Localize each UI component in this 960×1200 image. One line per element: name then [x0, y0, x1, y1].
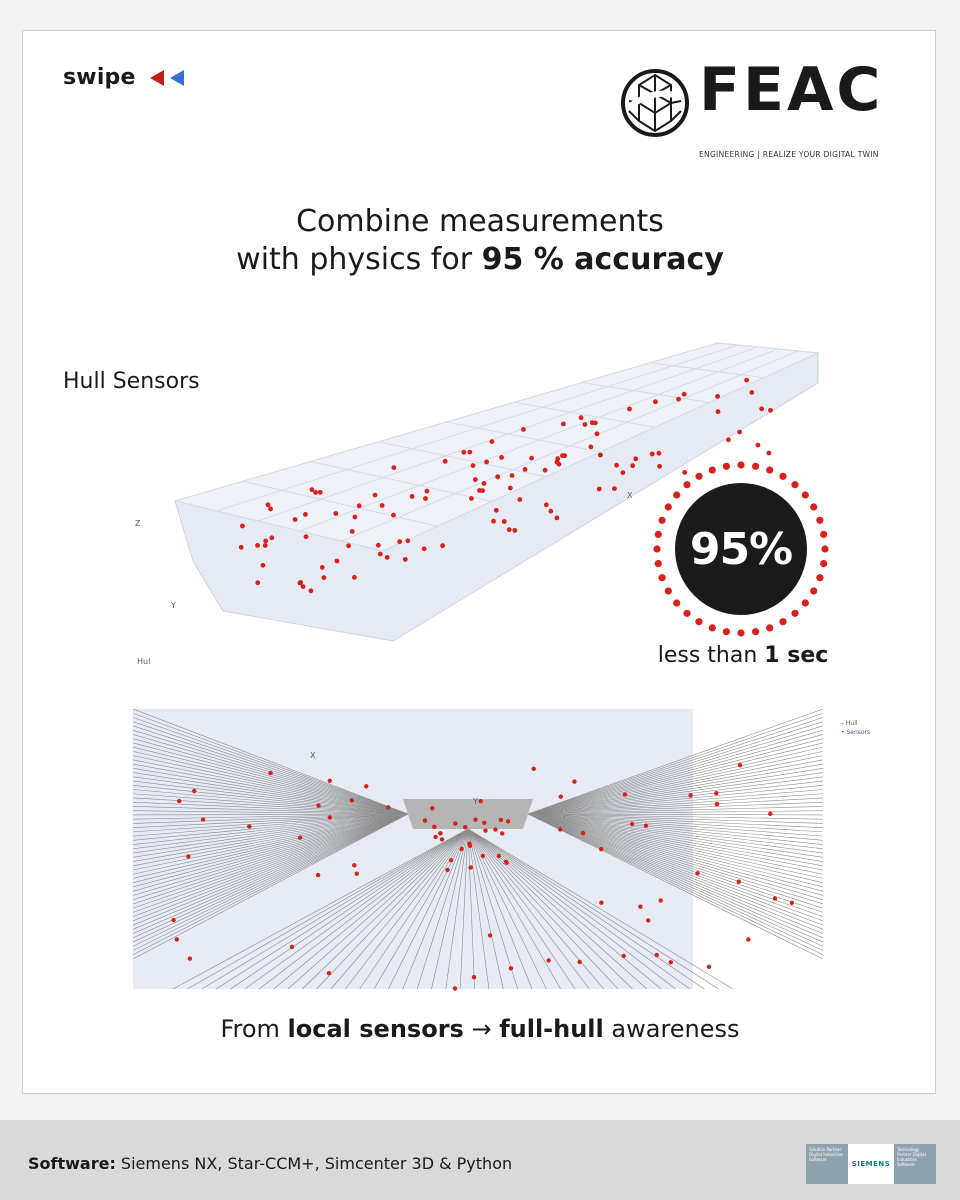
sensor-dot: [328, 815, 332, 819]
sensor-dot: [695, 871, 699, 875]
sensor-dot: [650, 452, 655, 457]
sensor-dot: [579, 415, 584, 420]
sensor-dot: [327, 971, 331, 975]
sensor-dot: [499, 455, 504, 460]
sensor-dot: [405, 538, 410, 543]
sensor-dot: [555, 516, 560, 521]
sensor-dot: [318, 490, 323, 495]
sensor-dot: [494, 508, 499, 513]
sensor-dot: [688, 793, 692, 797]
sensor-dot: [644, 824, 648, 828]
plot1-y-axis: Y: [171, 601, 176, 610]
sensor-dot: [453, 821, 457, 825]
sensor-dot: [716, 409, 721, 414]
sensor-dot: [469, 496, 474, 501]
plot1-z-axis: Z: [135, 519, 141, 528]
sensor-dot: [502, 519, 507, 524]
sensor-dot: [484, 460, 489, 465]
sensor-dot: [423, 818, 427, 822]
sensor-dot: [255, 543, 260, 548]
sensor-dot: [188, 956, 192, 960]
software-credits: [28, 1154, 512, 1173]
sensor-dot: [506, 819, 510, 823]
siemens-logo: SIEMENS: [848, 1144, 894, 1184]
accuracy-time: [643, 643, 843, 668]
sensor-dot: [532, 767, 536, 771]
sensor-dot: [268, 507, 273, 512]
sensor-dot: [543, 468, 548, 473]
accuracy-time-prefix: less than: [657, 643, 765, 668]
sensor-dot: [463, 825, 467, 829]
hull-sensors-label: Hull Sensors: [63, 369, 200, 394]
sensor-dot: [767, 451, 772, 456]
sensor-dot: [378, 552, 383, 557]
sensor-dot: [376, 543, 381, 548]
sensor-dot: [630, 463, 635, 468]
sensor-dot: [744, 378, 749, 383]
sensor-dot: [303, 512, 308, 517]
sensor-dot: [583, 422, 588, 427]
sensor-dot: [488, 933, 492, 937]
sensor-dot: [192, 789, 196, 793]
sensor-dot: [505, 861, 509, 865]
sensor-dot: [461, 450, 466, 455]
legend-sensors-label: Sensors: [846, 729, 871, 736]
sensor-dot: [350, 798, 354, 802]
sensor-dot: [558, 827, 562, 831]
sensor-dot: [507, 527, 512, 532]
feac-logo: [619, 55, 909, 165]
solution-partner-badge: Solution Partner Digital Industries Software: [806, 1144, 848, 1184]
sensor-dot: [659, 898, 663, 902]
sensor-dot: [482, 821, 486, 825]
sensor-dot: [595, 431, 600, 436]
sensor-dot: [335, 559, 340, 564]
sensor-dot: [430, 806, 434, 810]
sensor-dot: [328, 779, 332, 783]
geodesic-globe-icon: [619, 67, 691, 139]
sensor-dot: [432, 825, 436, 829]
sensor-dot: [423, 496, 428, 501]
swipe-hint[interactable]: [63, 65, 188, 90]
sensor-dot: [529, 456, 534, 461]
sensor-dot: [320, 565, 325, 570]
sensor-dot: [790, 901, 794, 905]
sensor-dot: [490, 439, 495, 444]
sensor-dot: [290, 945, 294, 949]
sensor-dot: [657, 451, 662, 456]
plot1-corner-label: Hul: [137, 657, 151, 666]
awareness-prefix: From: [220, 1015, 288, 1043]
sensor-dot: [483, 828, 487, 832]
sensor-dot: [509, 966, 513, 970]
sensor-dot: [333, 511, 338, 516]
sensor-dot: [477, 488, 482, 493]
sensor-dot: [612, 486, 617, 491]
sensor-dot: [773, 896, 777, 900]
sensor-dot: [357, 503, 362, 508]
sensor-dot: [768, 812, 772, 816]
sensor-dot: [676, 397, 681, 402]
sensor-dot: [266, 502, 271, 507]
sensor-dot: [467, 450, 472, 455]
sensor-dot: [482, 481, 487, 486]
sensor-dot: [500, 831, 504, 835]
sensor-dot: [239, 545, 244, 550]
sensor-dot: [491, 519, 496, 524]
sensor-dot: [171, 918, 175, 922]
sensor-dot: [653, 399, 658, 404]
sensor-dot: [397, 539, 402, 544]
sensor-dot: [746, 937, 750, 941]
sensor-dot: [548, 509, 553, 514]
sensor-dot: [440, 543, 445, 548]
sensor-dot: [614, 463, 619, 468]
sensor-dot: [175, 937, 179, 941]
headline-accuracy: 95 % accuracy: [481, 242, 724, 277]
sensor-dot: [682, 392, 687, 397]
sensor-dot: [380, 503, 385, 508]
headline-line2-prefix: with physics for: [236, 242, 482, 277]
sensor-dot: [453, 986, 457, 990]
sensor-dot: [473, 477, 478, 482]
sensor-dot: [621, 470, 626, 475]
sensor-dot: [512, 528, 517, 533]
sensor-dot: [714, 791, 718, 795]
sensor-dot: [459, 847, 463, 851]
sensor-dot: [738, 763, 742, 767]
sensor-dot: [386, 805, 390, 809]
sensor-dot: [263, 543, 268, 548]
sensor-dot: [630, 822, 634, 826]
sensor-dot: [263, 539, 268, 544]
accuracy-time-bold: 1 sec: [764, 643, 829, 668]
sensor-dot: [627, 407, 632, 412]
hull-section-plot: [133, 679, 863, 999]
sensor-dot: [589, 445, 594, 450]
legend-sensors: • Sensors: [841, 729, 871, 736]
sensor-dot: [177, 799, 181, 803]
content-card: [22, 30, 936, 1094]
sensor-dot: [523, 467, 528, 472]
sensor-dot: [559, 795, 563, 799]
sensor-dot: [597, 487, 602, 492]
sensor-dot: [352, 863, 356, 867]
sensor-dot: [255, 580, 260, 585]
sensor-dot: [240, 524, 245, 529]
sensor-dot: [438, 831, 442, 835]
sensor-dot: [471, 463, 476, 468]
sensor-dot: [385, 555, 390, 560]
bottom-bar: [0, 1120, 960, 1200]
sensor-dot: [546, 958, 550, 962]
sensor-dot: [749, 390, 754, 395]
sensor-dot: [472, 975, 476, 979]
sensor-dot: [186, 854, 190, 858]
sensor-dot: [346, 543, 351, 548]
sensor-dot: [759, 406, 764, 411]
brand-name: FEAC: [699, 55, 884, 125]
sensor-dot: [301, 584, 306, 589]
sensor-dot: [756, 443, 761, 448]
siemens-partner-badges: [806, 1144, 936, 1184]
sensor-dot: [403, 557, 408, 562]
sensor-dot: [473, 818, 477, 822]
awareness-full-hull: full-hull: [499, 1015, 604, 1043]
technology-partner-badge: Technology Partner Digital Industries Software: [894, 1144, 936, 1184]
sensor-dot: [726, 437, 731, 442]
sensor-dot: [544, 502, 549, 507]
legend-hull: – Hull: [841, 720, 858, 727]
sensor-dot: [433, 835, 437, 839]
sensor-dot: [247, 824, 251, 828]
sensor-dot: [353, 515, 358, 520]
brand-tagline: ENGINEERING | REALIZE YOUR DIGITAL TWIN: [699, 150, 879, 159]
sensor-dot: [410, 494, 415, 499]
sensor-dot: [364, 784, 368, 788]
sensor-dot: [581, 831, 585, 835]
sensor-dot: [261, 563, 266, 568]
awareness-local-sensors: local sensors: [287, 1015, 464, 1043]
sensor-dot: [298, 836, 302, 840]
sensor-dot: [508, 486, 513, 491]
sensor-dot: [269, 535, 274, 540]
sensor-dot: [521, 427, 526, 432]
sensor-dot: [768, 408, 773, 413]
sensor-dot: [422, 546, 427, 551]
sensor-dot: [355, 872, 359, 876]
sensor-dot: [391, 513, 396, 518]
sensor-dot: [593, 421, 598, 426]
swipe-arrows-icon: [148, 69, 188, 87]
sensor-dot: [572, 779, 576, 783]
sensor-dot: [443, 459, 448, 464]
software-list: Siemens NX, Star-CCM+, Simcenter 3D & Python: [115, 1154, 513, 1173]
sensor-dot: [440, 837, 444, 841]
sensor-dot: [578, 960, 582, 964]
sensor-dot: [304, 534, 309, 539]
sensor-dot: [499, 818, 503, 822]
sensor-dot: [445, 868, 449, 872]
sensor-dot: [707, 965, 711, 969]
sensor-dot: [560, 453, 565, 458]
arrow-right-icon: →: [463, 1015, 500, 1043]
awareness-suffix: awareness: [603, 1015, 740, 1043]
sensor-dot: [495, 474, 500, 479]
sensor-dot: [638, 905, 642, 909]
sensor-dot: [599, 847, 603, 851]
sensor-dot: [599, 901, 603, 905]
sensor-dot: [561, 422, 566, 427]
sensor-dot: [268, 771, 272, 775]
sensor-dot: [449, 858, 453, 862]
sensor-dot: [517, 497, 522, 502]
headline: [23, 203, 937, 279]
headline-line2: [23, 241, 937, 279]
sensor-dot: [467, 842, 471, 846]
sensor-dot: [622, 954, 626, 958]
sensor-dot: [669, 960, 673, 964]
software-label: Software:: [28, 1154, 116, 1173]
sensor-dot: [623, 792, 627, 796]
sensor-dot: [316, 873, 320, 877]
sensor-dot: [493, 827, 497, 831]
sensor-dot: [392, 465, 397, 470]
legend-hull-label: Hull: [845, 720, 858, 727]
sensor-dot: [497, 854, 501, 858]
plot2-y-axis: Y: [473, 797, 478, 806]
sensor-dot: [479, 799, 483, 803]
sensor-dot: [201, 817, 205, 821]
sensor-dot: [510, 473, 515, 478]
sensor-dot: [293, 517, 298, 522]
sensor-dot: [469, 865, 473, 869]
plot2-x-axis: X: [310, 751, 316, 760]
sensor-dot: [350, 529, 355, 534]
sensor-dot: [425, 489, 430, 494]
accuracy-value: 95%: [689, 523, 793, 575]
sensor-dot: [557, 462, 562, 467]
sensor-dot: [715, 394, 720, 399]
sensor-dot: [633, 456, 638, 461]
sensor-dot: [646, 918, 650, 922]
sensor-dot: [309, 588, 314, 593]
sensor-dot: [737, 430, 742, 435]
swipe-label: swipe: [63, 65, 136, 90]
awareness-line: [23, 1015, 937, 1043]
sensor-dot: [715, 802, 719, 806]
sensor-dot: [310, 487, 315, 492]
plot1-x-axis: X: [627, 491, 633, 500]
sensor-dot: [481, 854, 485, 858]
sensor-dot: [737, 880, 741, 884]
sensor-dot: [373, 493, 378, 498]
sensor-dot: [322, 575, 327, 580]
sensor-dot: [655, 953, 659, 957]
sensor-dot: [316, 804, 320, 808]
sensor-dot: [352, 575, 357, 580]
plot2-legend: [841, 719, 870, 737]
sensor-dot: [598, 453, 603, 458]
sensor-dot: [298, 581, 303, 586]
headline-line1: Combine measurements: [296, 204, 664, 239]
